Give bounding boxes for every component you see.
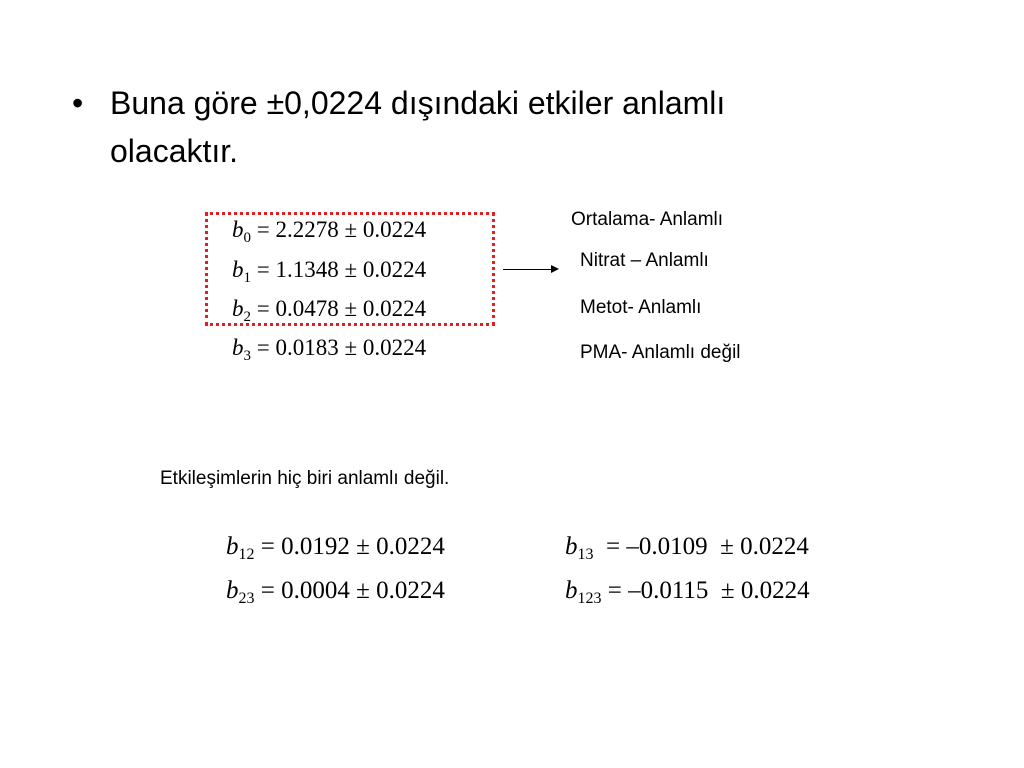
significant-effects-box	[205, 212, 495, 326]
equation-b123: $b_{123} = -0.0115 \pm 0.0224$	[565, 577, 810, 607]
label-metot: Metot- Anlamlı	[580, 297, 702, 318]
equation-b12: $b_{12} = 0.0192 \pm 0.0224$	[226, 533, 445, 563]
arrow-line	[503, 269, 553, 270]
equation-b3: $b_3 = 0.0183 \pm 0.0224$	[232, 335, 427, 364]
equation-b0: $b_0 = 2.2278 \pm 0.0224$	[232, 217, 427, 246]
label-nitrat: Nitrat – Anlamlı	[580, 250, 709, 271]
label-ortalama: Ortalama- Anlamlı	[571, 209, 724, 230]
bullet-icon: •	[72, 85, 84, 121]
equation-b1: $b_1 = 1.1348 \pm 0.0224$	[232, 257, 427, 286]
bullet-text	[110, 79, 970, 175]
equation-b2: $b_2 = 0.0478 \pm 0.0224$	[232, 296, 427, 325]
arrow-right-icon	[551, 265, 559, 273]
interactions-note: Etkileşimlerin hiç biri anlamlı değil.	[160, 468, 450, 489]
equation-b23: $b_{23} = 0.0004 \pm 0.0224$	[226, 577, 445, 607]
label-pma: PMA- Anlamlı değil	[580, 342, 741, 363]
bullet-line-1: Buna göre ±0,0224 dışındaki etkiler anlamlı	[110, 85, 726, 121]
bullet-line-2: olacaktır.	[110, 133, 239, 169]
equation-b13: $b_{13} = -0.0109 \pm 0.0224$	[565, 533, 809, 563]
